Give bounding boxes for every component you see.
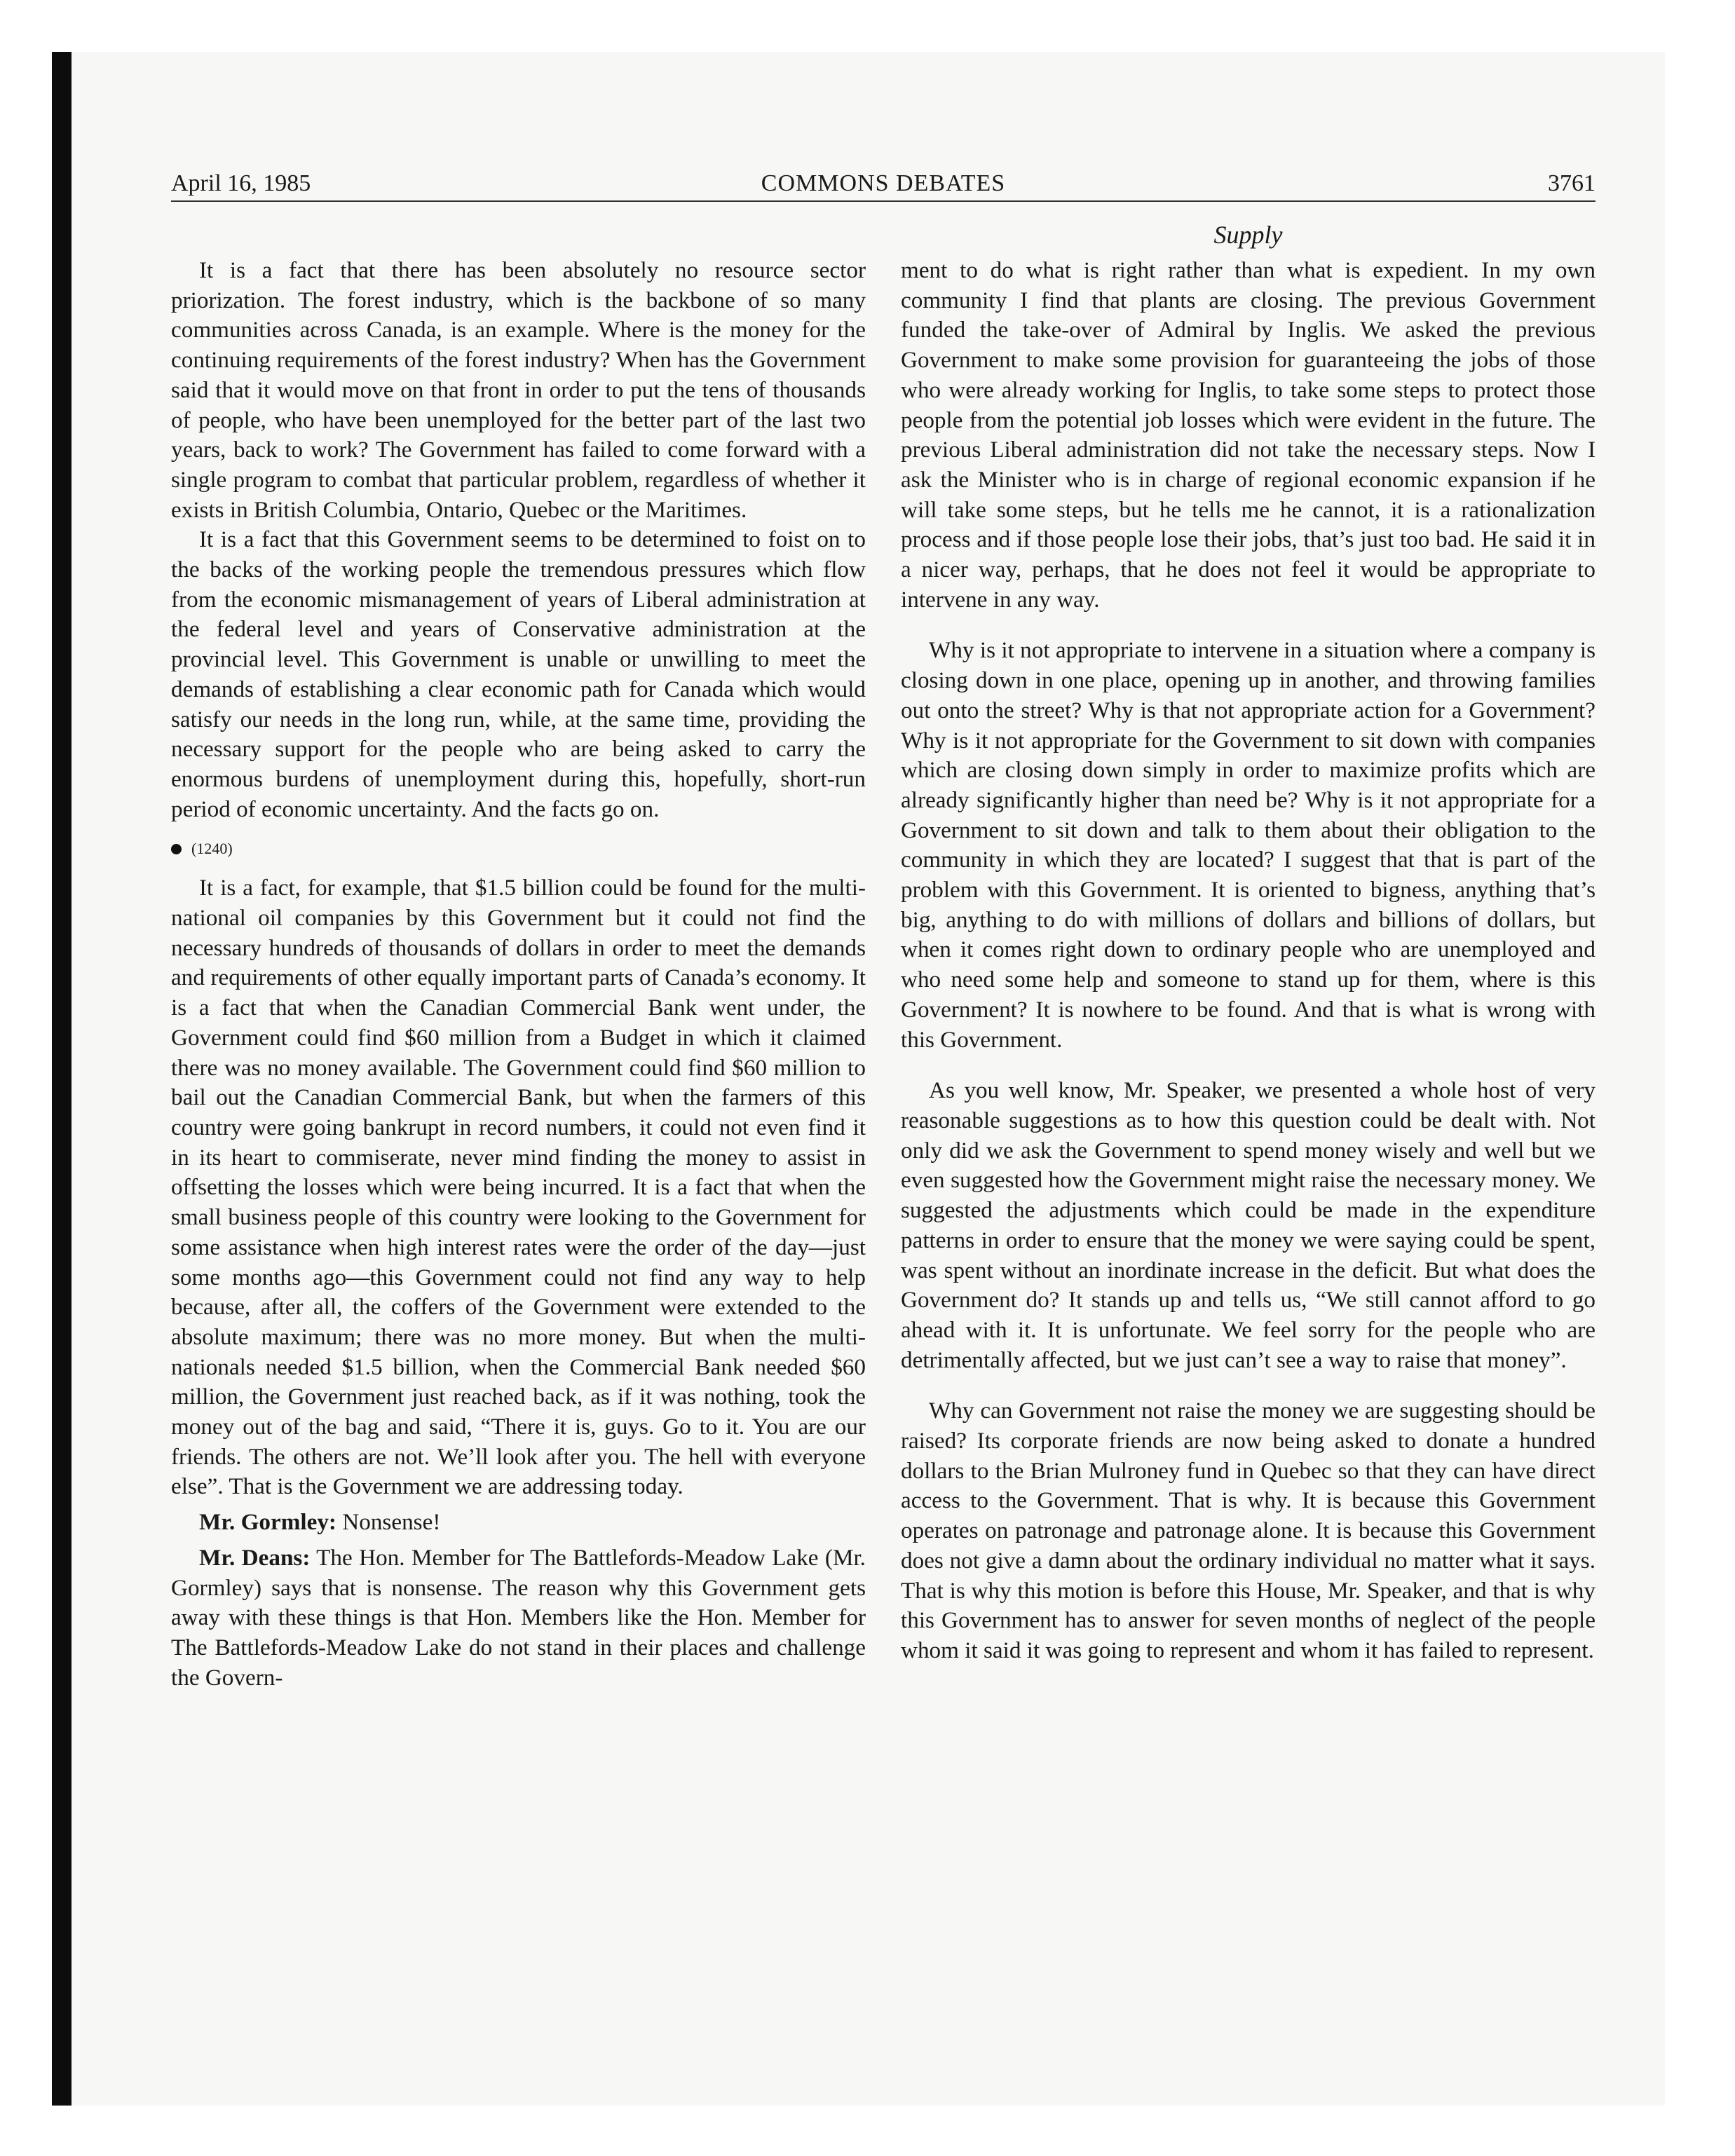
scan-edge <box>52 52 72 2106</box>
paragraph: Why can Government not raise the money we are suggesting should be raised? Its corporate friends are now being asked to donate a hundred dollars to the Brian Mulroney fund in Quebec so that they can have direct access to the Government. That is why. It is because this Government operates on patronage and patronage alone. It is because this Government does not give a damn about the ordinary individual no matter what it says. That is why this motion is before this House, Mr. Speaker, and that is why this Government has to answer for seven months of neglect of the people whom it said it was going to represent and whom it has failed to represent. <box>901 1398 1595 1663</box>
speech-deans <box>171 1543 866 1693</box>
header-rule <box>171 200 1595 202</box>
paragraph: Why is it not appropriate to intervene in a situation where a company is closing down in one place, opening up in another, and throwing families out onto the street? Why is that not appropriate action for a Government? Why is it not appropriate for the Government to sit down with companies which are closing down simply in order to maximize profits which are already significantly higher than need be? Why is it not appropriate for a Government to sit down and talk to them about their obligation to the community in which they are located? I suggest that that is part of the problem with this Government. It is oriented to bigness, anything that’s big, anything to do with millions of dollars and billions of dollars, but when it comes right down to ordinary people who are unemployed and who need some help and someone to stand up for them, where is this Government? It is nowhere to be found. And that is what is wrong with this Government. <box>901 637 1595 1053</box>
header-journal-title: COMMONS DEBATES <box>761 170 1006 196</box>
section-title: Supply <box>1213 221 1283 249</box>
speaker-name: Mr. Deans: <box>199 1544 311 1571</box>
paragraph: It is a fact that there has been absolutely no resource sector priorization. The forest industry, which is the backbone of so many communities across Canada, is an example. Where is the money for the continuing requirements of the forest industry? When has the Government said that it would move on that front in order to put the tens of thousands of people, who have been unemployed for the better part of the last two years, back to work? The Government has failed to come forward with a single program to combat that particular problem, regardless of whether it exists in British Columbia, Ontario, Quebec or the Maritimes. <box>171 257 866 523</box>
speaker-name: Mr. Gormley: <box>199 1509 336 1536</box>
right-column <box>901 256 1595 1666</box>
speech-gormley <box>171 1508 866 1538</box>
speech-text: The Hon. Member for The Battlefords-Meadow Lake (Mr. Gormley) says that is nonsense. The reason why this Government gets away with these things is that Hon. Members like the Hon. Member for The Battlefords-Meadow Lake do not stand in their places and challenge the Govern- <box>171 1544 866 1691</box>
time-marker-label: (1240) <box>191 840 233 858</box>
header-date: April 16, 1985 <box>171 170 311 196</box>
paragraph: It is a fact, for example, that $1.5 billion could be found for the multi-national oil companies by this Government but it could not find the necessary hundreds of thousands of dollars in order to meet the demands and requirements of other equally important parts of Canada’s economy. It is a fact that when the Canadian Commercial Bank went under, the Government could find $60 million from a Budget in which it claimed there was no money available. The Government could find $60 million to bail out the Canadian Commercial Bank, but when the farmers of this country were going bankrupt in record numbers, it could not even find it in its heart to commiserate, never mind finding the money to assist in offsetting the losses which were being incurred. It is a fact that when the small business people of this country were looking to the Government for some assistance when high interest rates were the order of the day—just some months ago—this Government could not find any way to help because, after all, the coffers of the Government were extended to the absolute maximum; there was no more money. But when the multi-nationals needed $1.5 billion, when the Commercial Bank needed $60 million, the Government just reached back, as if it was nothing, took the money out of the bag and said, “There it is, guys. Go to it. You are our friends. The others are not. We’ll look after you. The hell with everyone else”. That is the Government we are addressing today. <box>171 875 866 1500</box>
paragraph: ment to do what is right rather than what is expedient. In my own community I find that plants are closing. The previous Government funded the take-over of Admiral by Inglis. We asked the previous Government to make some provision for guaranteeing the jobs of those who were already working for Inglis, to take some steps to protect those people from the potential job losses which were evident in the future. The previous Liberal administration did not take the necessary steps. Now I ask the Minister who is in charge of regional economic expansion if he will take some steps, but he tells me he cannot, it is a rationalization process and if those people lose their jobs, that’s just too bad. He said it in a nicer way, perhaps, that he does not feel it would be appropriate to intervene in any way. <box>901 257 1595 613</box>
page-header <box>171 168 1595 199</box>
paragraph: As you well know, Mr. Speaker, we presented a whole host of very reasonable suggestions as to how this question could be dealt with. Not only did we ask the Government to spend money wisely and well but we even suggested how the Government might raise the necessary money. We suggested the adjustments which could be made in the expenditure patterns in order to ensure that the money we were saying could be spent, was spent without an inordinate increase in the deficit. But what does the Government do? It stands up and tells us, “We still cannot afford to go ahead with it. It is unfortunate. We feel sorry for the people who are detrimentally affected, but we just can’t see a way to raise that money”. <box>901 1077 1595 1373</box>
time-marker <box>171 834 866 864</box>
speech-text: Nonsense! <box>336 1509 441 1536</box>
paragraph: It is a fact that this Government seems to be determined to foist on to the backs of the working people the tremendous pressures which flow from the economic mismanagement of years of Liberal administration at the federal level and years of Conservative administration at the provincial level. This Government is unable or unwilling to meet the demands of establishing a clear economic path for Canada which would satisfy our needs in the long run, while, at the same time, providing the necessary support for the people who are being asked to carry the enormous burdens of unemployment during this, hopefully, short-run period of economic uncertainty. And the facts go on. <box>171 526 866 822</box>
bullet-icon <box>171 844 182 854</box>
header-page-number: 3761 <box>1548 170 1595 196</box>
left-column <box>171 256 866 1693</box>
